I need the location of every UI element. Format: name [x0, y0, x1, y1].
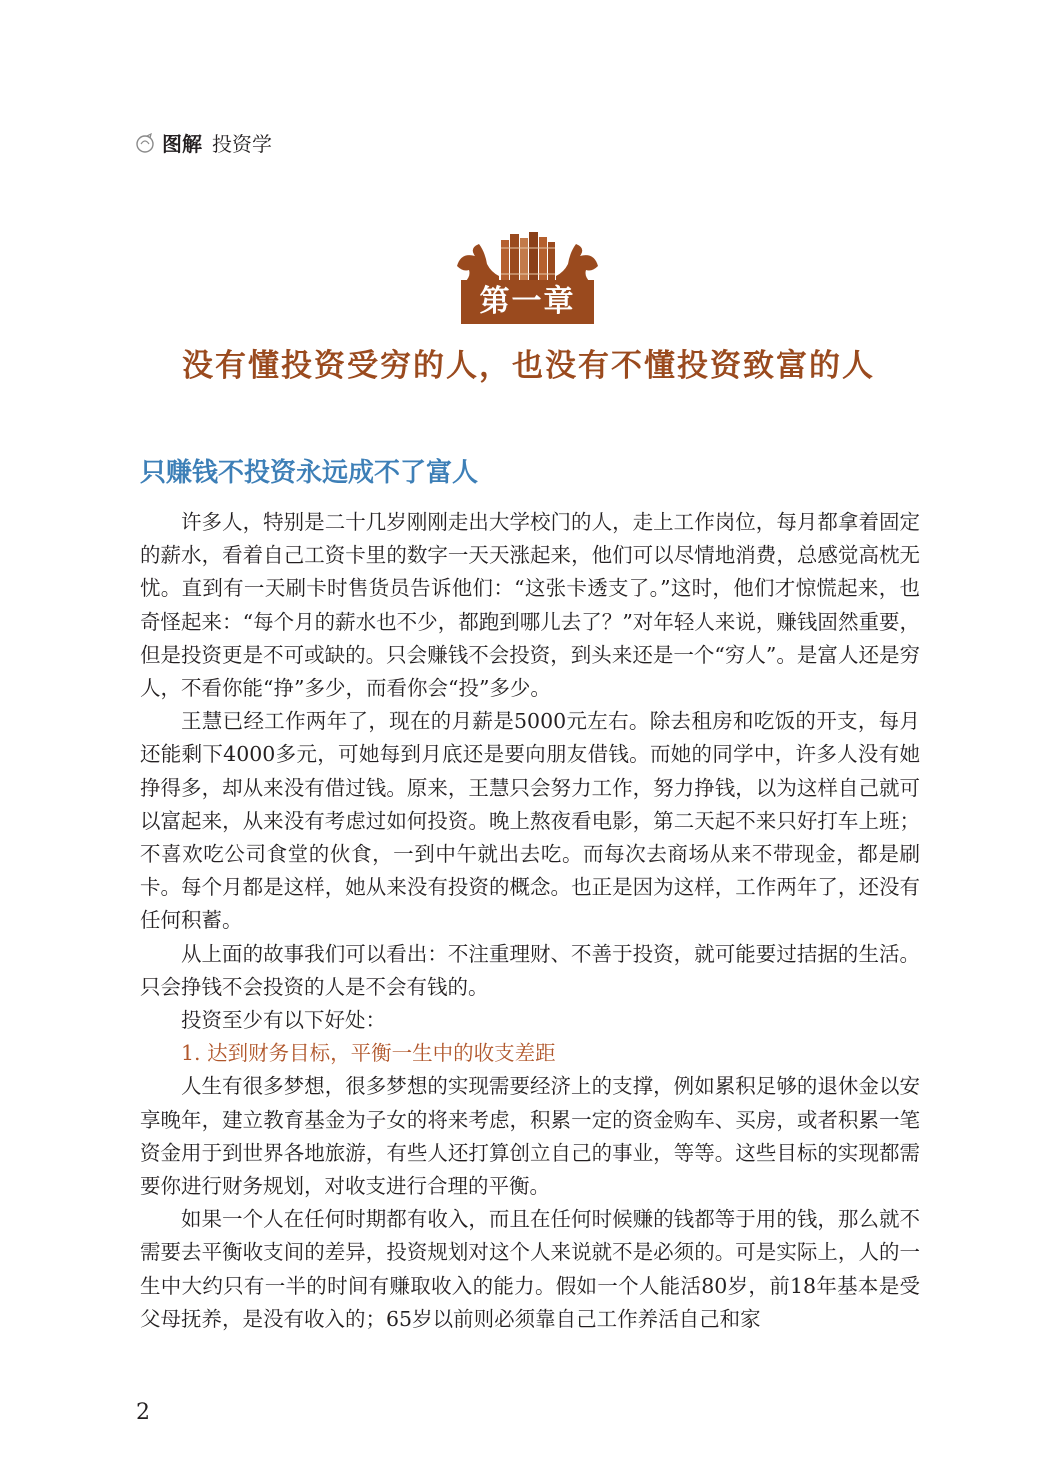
chapter-label: 第一章: [461, 280, 594, 324]
paragraph: 如果一个人在任何时期都有收入，而且在任何时候赚的钱都等于用的钱，那么就不需要去平衡收支间的差异，投资规划对这个人来说就不是必须的。可是实际上，人的一生中大约只有一半的时间有赚取收入的能力。假如一个人能活80岁，前18年基本是受父母抚养，是没有收入的；65岁以前则必须靠自己工作养活自己和家: [140, 1207, 920, 1331]
paragraph: 人生有很多梦想，很多梦想的实现需要经济上的支撑，例如累积足够的退休金以安享晚年，建立教育基金为子女的将来考虑，积累一定的资金购车、买房，或者积累一笔资金用于到世界各地旅游，有些人还打算创立自己的事业，等等。这些目标的实现都需要你进行财务规划，对收支进行合理的平衡。: [140, 1074, 920, 1199]
series-name: 图解: [162, 132, 202, 156]
chapter-title: 没有懂投资受穷的人，也没有不懂投资致富的人: [182, 348, 875, 384]
book-title: 投资学: [212, 132, 272, 156]
sub-heading: 1. 达到财务目标，平衡一生中的收支差距: [181, 1041, 556, 1066]
book-logo-icon: [134, 132, 156, 154]
paragraph: 从上面的故事我们可以看出：不注重理财、不善于投资，就可能要过拮据的生活。只会挣钱不会投资的人是不会有钱的。: [140, 941, 920, 999]
body-text: [140, 506, 920, 1336]
paragraph: 王慧已经工作两年了，现在的月薪是5000元左右。除去租房和吃饭的开支，每月还能剩下4000多元，可她每到月底还是要向朋友借钱。而她的同学中，许多人没有她挣得多，却从来没有借过钱。原来，王慧只会努力工作，努力挣钱，以为这样自己就可以富起来，从来没有考虑过如何投资。晚上熬夜看电影，第二天起不来只好打车上班；不喜欢吃公司食堂的伙食，一到中午就出去吃。而每次去商场从来不带现金，都是刷卡。每个月都是这样，她从来没有投资的概念。也正是因为这样，工作两年了，还没有任何积蓄。: [140, 709, 920, 933]
section-heading: 只赚钱不投资永远成不了富人: [140, 458, 479, 488]
page-number: 2: [136, 1400, 150, 1425]
paragraph: 许多人，特别是二十几岁刚刚走出大学校门的人，走上工作岗位，每月都拿着固定的薪水，看着自己工资卡里的数字一天天涨起来，他们可以尽情地消费，总感觉高枕无忧。直到有一天刷卡时售货员告诉他们：“这张卡透支了。”这时，他们才惊慌起来，也奇怪起来：“每个月的薪水也不少，都跑到哪儿去了？”对年轻人来说，赚钱固然重要，但是投资更是不可或缺的。只会赚钱不会投资，到头来还是一个“穷人”。是富人还是穷人，不看你能“挣”多少，而看你会“投”多少。: [140, 510, 920, 701]
paragraph: 投资至少有以下好处：: [181, 1008, 386, 1033]
running-header: [134, 128, 272, 157]
